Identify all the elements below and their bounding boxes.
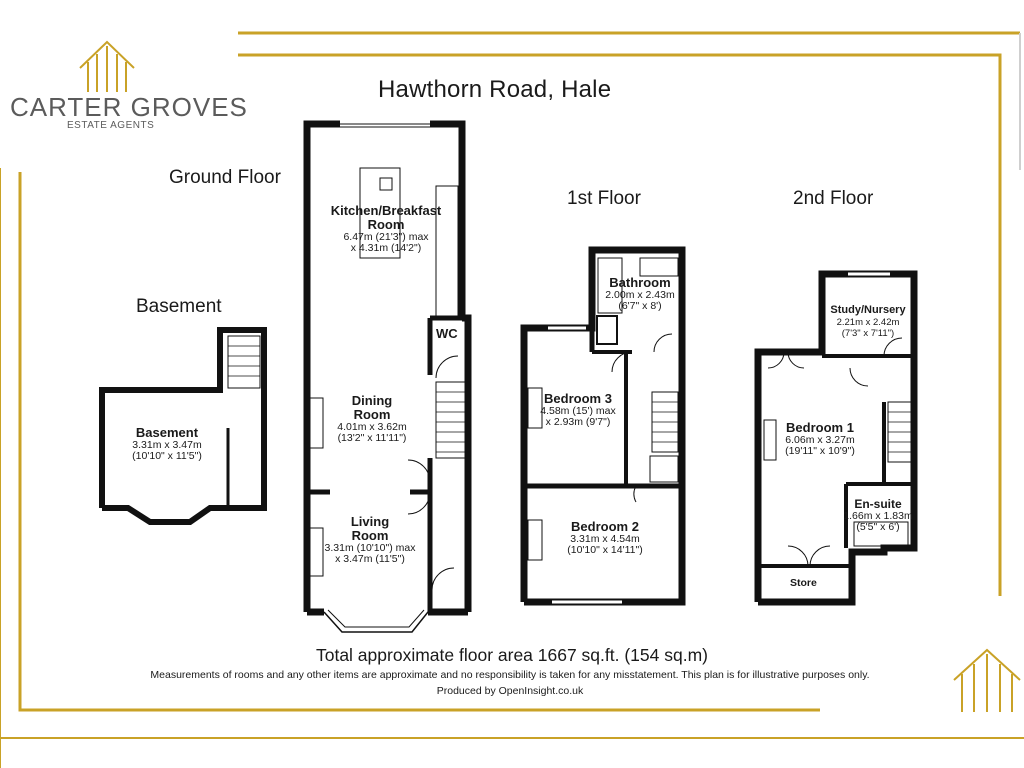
room-ensuite [842, 497, 914, 533]
room-name: Living [350, 514, 390, 529]
room-dimensions: (7'3" x 7'11") [841, 328, 895, 339]
room-dimensions: x 2.93m (9'7") [545, 416, 611, 428]
room-dimensions: 6.06m x 3.27m [785, 434, 855, 446]
room-dimensions: (10'10" x 14'11") [567, 544, 643, 556]
room-store: Store [790, 577, 817, 589]
room-dining [310, 394, 434, 444]
room-kitchen [311, 204, 461, 254]
room-name: Dining [351, 393, 393, 408]
basement-label: Basement [136, 296, 222, 317]
disclaimer-text: Measurements of rooms and any other items are approximate and no responsibility is taken for any misstatement. This plan is for illustrative purposes only. [150, 669, 870, 681]
room-dimensions: (5'5" x 6') [856, 521, 900, 533]
room-name: Study/Nursery [830, 304, 906, 316]
room-dimensions: (6'7" x 8') [618, 300, 662, 312]
room-name: Room [353, 407, 391, 422]
room-name: Bedroom 3 [544, 391, 612, 406]
room-name: Room [351, 528, 389, 543]
room-bedroom1 [764, 421, 876, 457]
room-dimensions: x 3.47m (11'5") [335, 553, 405, 565]
first-floor-label: 1st Floor [567, 188, 641, 209]
room-living [310, 515, 430, 565]
room-dimensions: 3.31m x 3.47m [132, 439, 202, 451]
room-name: Kitchen/Breakfast [330, 203, 442, 218]
room-dimensions: 6.47m (21'3") max [343, 231, 429, 243]
room-basement [112, 426, 222, 462]
second-floor-label: 2nd Floor [793, 188, 874, 209]
room-bathroom [604, 276, 676, 312]
room-name: Room [367, 217, 405, 232]
room-name: Bathroom [609, 275, 671, 290]
room-dimensions: 3.31m x 4.54m [570, 533, 640, 545]
room-dimensions: (10'10" x 11'5") [132, 450, 202, 462]
logo-house-icon [80, 42, 134, 92]
room-dimensions: 2.00m x 2.43m [605, 289, 675, 301]
room-bedroom3 [530, 392, 626, 428]
room-name: Bedroom 1 [786, 420, 854, 435]
room-name: En-suite [854, 497, 902, 511]
room-wc: WC [436, 326, 458, 341]
room-study [824, 303, 912, 339]
room-dimensions: (19'11" x 10'9") [785, 445, 855, 457]
room-dimensions: x 4.31m (14'2") [350, 242, 422, 254]
room-dimensions: 1.66m x 1.83m [843, 510, 913, 522]
room-dimensions: 3.31m (10'10") max [324, 542, 416, 554]
brand-tagline: ESTATE AGENTS [67, 120, 155, 131]
room-name: Bedroom 2 [571, 519, 639, 534]
room-dimensions: (13'2" x 11'11") [337, 432, 407, 444]
room-dimensions: 4.01m x 3.62m [337, 421, 407, 433]
room-dimensions: 4.58m (15') max [540, 405, 616, 417]
ground-floor-label: Ground Floor [169, 167, 281, 188]
room-name: Basement [135, 425, 199, 440]
produced-by-text: Produced by OpenInsight.co.uk [436, 685, 584, 697]
room-dimensions: 2.21m x 2.42m [836, 317, 900, 328]
plan-title: Hawthorn Road, Hale [378, 76, 612, 103]
brand-name: CARTER GROVES [10, 92, 248, 122]
room-bedroom2 [550, 520, 660, 556]
total-floor-area: Total approximate floor area 1667 sq.ft. (154 sq.m) [315, 645, 708, 665]
